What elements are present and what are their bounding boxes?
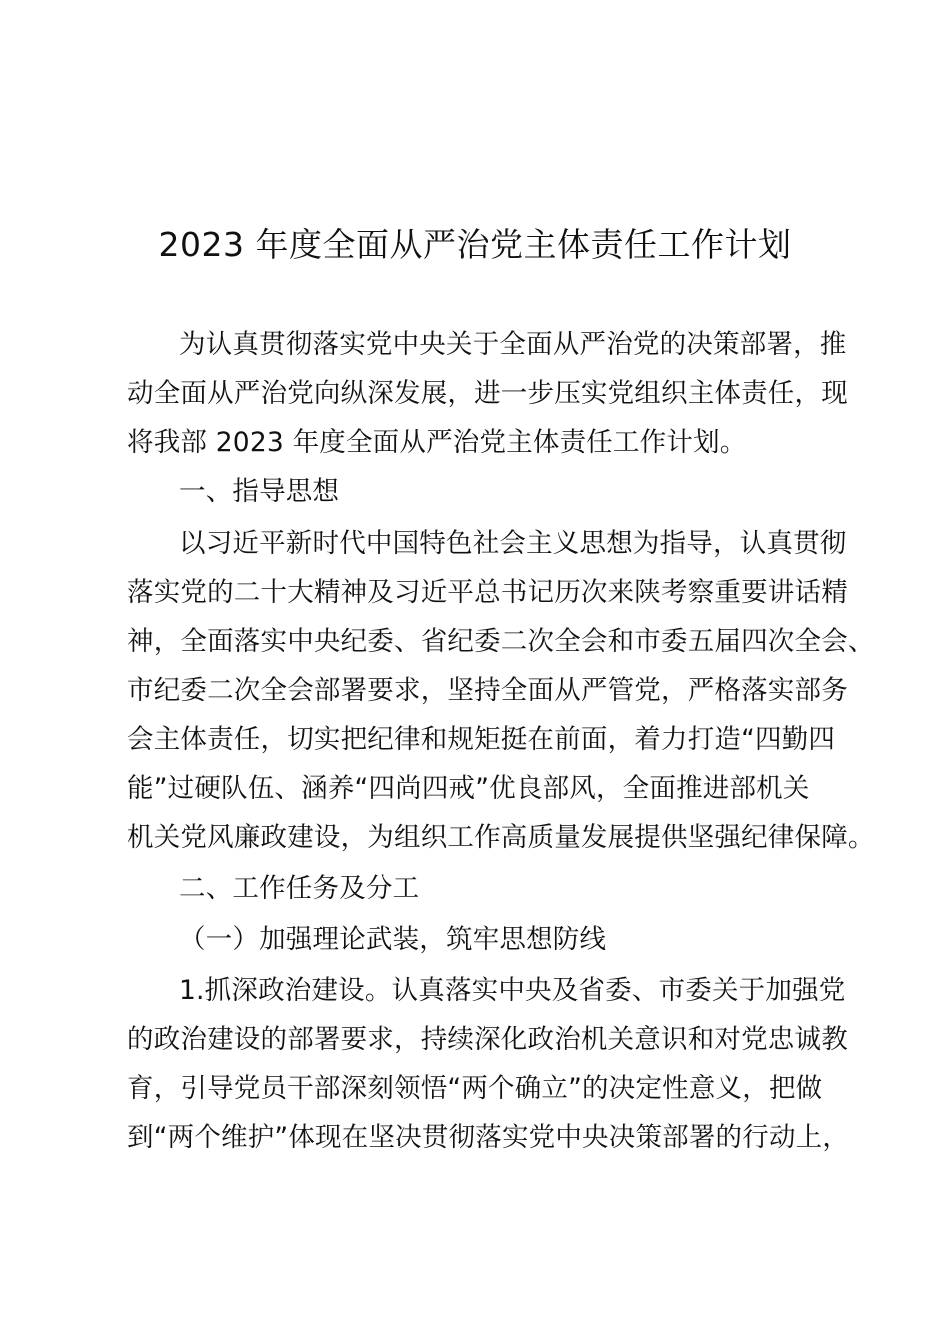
paragraph-item1-line-3: 育，引导党员干部深刻领悟“两个确立”的决定性意义，把做: [127, 1073, 823, 1104]
paragraph-guiding-line-3: 神，全面落实中央纪委、省纪委二次全会和市委五届四次全会、: [127, 626, 875, 657]
paragraph-item1-line-2: 的政治建设的部署要求，持续深化政治机关意识和对党忠诚教: [127, 1024, 848, 1055]
paragraph-intro-line-2: 动全面从严治党向纵深发展，进一步压实党组织主体责任，现: [127, 378, 848, 409]
paragraph-guiding-line-1: 以习近平新时代中国特色社会主义思想为指导，认真贯彻: [179, 528, 847, 559]
paragraph-intro-line-1: 为认真贯彻落实党中央关于全面从严治党的决策部署，推: [179, 329, 847, 360]
paragraph-item1-line-1: 1.抓深政治建设。认真落实中央及省委、市委关于加强党: [179, 975, 846, 1006]
paragraph-guiding-line-6: 能”过硬队伍、涵养“四尚四戒”优良部风，全面推进部机关: [127, 773, 810, 804]
subsection-heading-theory: （一）加强理论武装，筑牢思想防线: [179, 924, 607, 955]
section-heading-guiding-thought: 一、指导思想: [179, 476, 340, 507]
paragraph-guiding-line-4: 市纪委二次全会部署要求，坚持全面从严管党，严格落实部务: [127, 675, 848, 706]
paragraph-intro-line-3: 将我部 2023 年度全面从严治党主体责任工作计划。: [127, 427, 747, 458]
paragraph-item1-line-4: 到“两个维护”体现在坚决贯彻落实党中央决策部署的行动上，: [127, 1122, 850, 1153]
paragraph-guiding-line-2: 落实党的二十大精神及习近平总书记历次来陕考察重要讲话精: [127, 577, 848, 608]
paragraph-guiding-line-5: 会主体责任，切实把纪律和规矩挺在前面，着力打造“四勤四: [127, 724, 836, 755]
section-heading-tasks: 二、工作任务及分工: [179, 873, 420, 904]
document-title: 2023 年度全面从严治党主体责任工作计划: [158, 225, 792, 264]
paragraph-guiding-line-7: 机关党风廉政建设，为组织工作高质量发展提供坚强纪律保障。: [127, 822, 875, 853]
